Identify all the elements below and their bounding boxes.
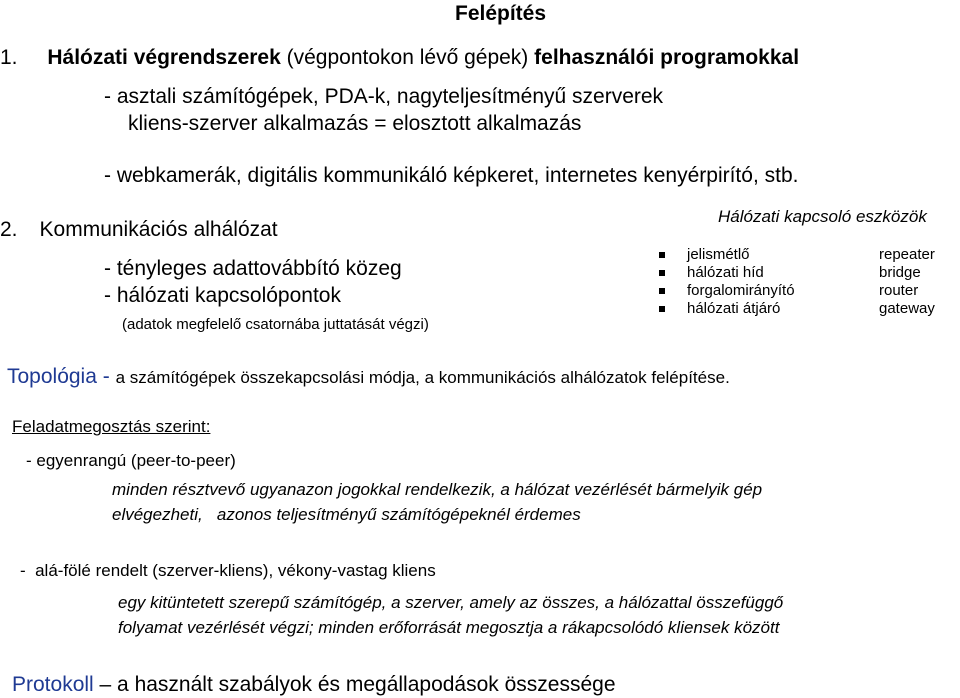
bullet-icon <box>659 288 665 294</box>
section-1-line-3: - webkamerák, digitális kommunikáló képkeret, internetes kenyérpirító, stb. <box>104 164 799 187</box>
page-title: Felépítés <box>455 2 547 25</box>
section-1-line-2: kliens-szerver alkalmazás = elosztott alkalmazás <box>128 112 582 135</box>
list-item: jelismétlő repeater <box>659 246 959 264</box>
bullet-icon <box>659 306 665 312</box>
section-2-heading <box>0 218 278 242</box>
division-heading: Feladatmegosztás szerint: <box>12 417 211 436</box>
protocol-line <box>12 673 616 697</box>
topology-dash: - <box>96 365 116 388</box>
section-1-bold-a: Hálózati végrendszerek <box>47 46 281 69</box>
section-2-title: Kommunikációs alhálózat <box>39 218 278 241</box>
p2p-heading: - egyenrangú (peer-to-peer) <box>26 451 236 470</box>
list-item: hálózati híd bridge <box>659 264 959 282</box>
section-2-line-1: - tényleges adattovábbító közeg <box>104 257 402 280</box>
list-item: hálózati átjáró gateway <box>659 300 959 318</box>
bullet-icon <box>659 252 665 258</box>
section-2-line-2: - hálózati kapcsolópontok <box>104 284 341 307</box>
section-1-heading <box>0 46 799 70</box>
list-item: forgalomirányító router <box>659 282 959 300</box>
section-1-bold-b: felhasználói programokkal <box>534 46 800 69</box>
section-2-number: 2. <box>0 218 18 241</box>
topology-text: a számítógépek összekapcsolási módja, a kommunikációs alhálózatok felépítése. <box>115 368 730 387</box>
client-server-desc-2: folyamat vezérlését végzi; minden erőforrását megosztja a rákapcsolódó kliensek között <box>118 618 780 637</box>
client-server-heading: - alá-fölé rendelt (szerver-kliens), vékony-vastag kliens <box>20 561 436 580</box>
bullet-icon <box>659 270 665 276</box>
section-2-note: (adatok megfelelő csatornába juttatását végzi) <box>122 316 429 333</box>
protocol-term: Protokoll <box>12 673 94 696</box>
protocol-text: – a használt szabályok és megállapodások összessége <box>93 673 616 696</box>
section-1-normal: (végpontokon lévő gépek) <box>280 46 535 69</box>
topology-term: Topológia <box>7 365 97 388</box>
devices-title: Hálózati kapcsoló eszközök <box>718 207 927 226</box>
section-1-number: 1. <box>0 46 18 69</box>
p2p-desc-2: elvégezheti, azonos teljesítményű számítógépeknél érdemes <box>112 505 581 524</box>
section-1-line-1: - asztali számítógépek, PDA-k, nagyteljesítményű szerverek <box>104 85 664 108</box>
client-server-desc-1: egy kitüntetett szerepű számítógép, a szerver, amely az összes, a hálózattal összefüggő <box>118 593 784 612</box>
topology-line <box>7 365 730 389</box>
devices-list <box>659 246 959 326</box>
p2p-desc-1: minden résztvevő ugyanazon jogokkal rendelkezik, a hálózat vezérlését bármelyik gép <box>112 480 763 499</box>
